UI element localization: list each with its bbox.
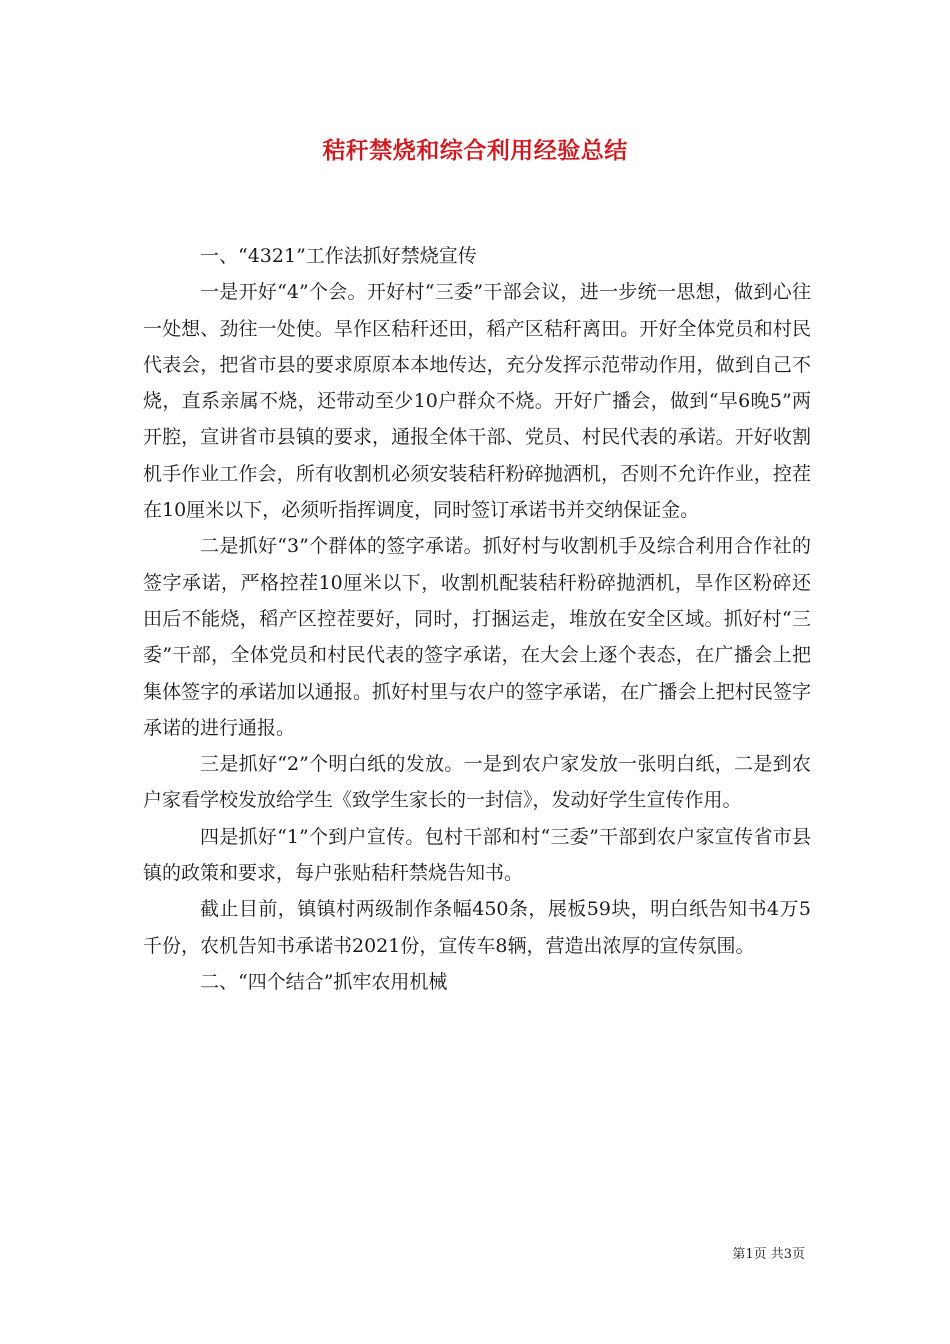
section-heading: 二、“四个结合”抓牢农用机械 bbox=[200, 970, 448, 993]
paragraph: 三是抓好“2”个明白纸的发放。一是到农户家发放一张明白纸，二是到农户家看学校发放给学生《致学生家长的一封信》，发动好学生宣传作用。 bbox=[143, 753, 811, 812]
paragraph: 截止目前，镇镇村两级制作条幅450条，展板59块，明白纸告知书4万5千份，农机告知书承诺书2021份，宣传车8辆，营造出浓厚的宣传氛围。 bbox=[143, 898, 811, 957]
document-body bbox=[143, 238, 811, 1000]
document-title: 秸秆禁烧和综合利用经验总结 bbox=[322, 138, 628, 164]
paragraph: 一是开好“4”个会。开好村“三委”干部会议，进一步统一思想，做到心往一处想、劲往一处使。旱作区秸秆还田，稻产区秸秆离田。开好全体党员和村民代表会，把省市县的要求原原本本地传达，充分发挥示范带动作用，做到自己不烧，直系亲属不烧，还带动至少10户群众不烧。开好广播会，做到“早6晚5”两开腔，宣讲省市县镇的要求，通报全体干部、党员、村民代表的承诺。开好收割机手作业工作会，所有收割机必须安装秸秆粉碎抛洒机，否则不允许作业，控茬在10厘米以下，必须听指挥调度，同时签订承诺书并交纳保证金。 bbox=[143, 281, 811, 522]
paragraph: 四是抓好“1”个到户宣传。包村干部和村“三委”干部到农户家宣传省市县镇的政策和要求，每户张贴秸秆禁烧告知书。 bbox=[143, 825, 811, 885]
page-number: 第1页 共3页 bbox=[732, 1247, 805, 1262]
section-heading: 一、“4321”工作法抓好禁烧宣传 bbox=[200, 245, 477, 267]
paragraph: 二是抓好“3”个群体的签字承诺。抓好村与收割机手及综合利用合作社的签字承诺，严格控茬10厘米以下，收割机配装秸秆粉碎抛洒机，旱作区粉碎还田后不能烧，稻产区控茬要好，同时，打捆运走，堆放在安全区域。抓好村“三委”干部，全体党员和村民代表的签字承诺，在大会上逐个表态，在广播会上把集体签字的承诺加以通报。抓好村里与农户的签字承诺，在广播会上把村民签字承诺的进行通报。 bbox=[143, 535, 811, 739]
